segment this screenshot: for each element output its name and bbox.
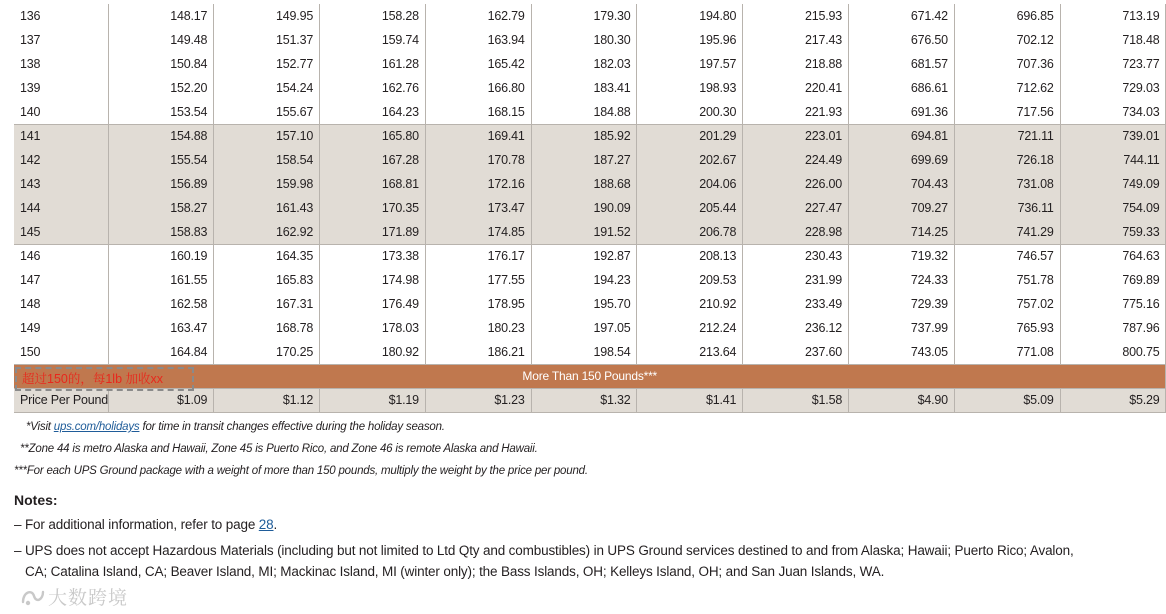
rate-cell: 191.52 (531, 220, 637, 244)
rate-cell: 195.70 (531, 292, 637, 316)
weight-cell: 147 (20, 273, 41, 287)
footnote-over-150: ***For each UPS Ground package with a weight of more than 150 pounds, multiply the weight by the price per pound. (14, 465, 588, 477)
rate-cell: 212.24 (637, 316, 743, 340)
rate-cell: 194.23 (531, 268, 637, 292)
rate-cell: 217.43 (743, 28, 849, 52)
rate-cell: 227.47 (743, 196, 849, 220)
rate-cell: 236.12 (743, 316, 849, 340)
rate-cell: 162.76 (320, 76, 426, 100)
rate-cell: 167.31 (214, 292, 320, 316)
note-1-suffix: . (273, 517, 278, 532)
rate-cell: 726.18 (954, 148, 1060, 172)
rate-cell: 186.21 (425, 340, 531, 364)
rate-cell: 204.06 (637, 172, 743, 196)
rate-cell: 718.48 (1060, 28, 1166, 52)
weight-cell: 140 (20, 104, 41, 119)
rate-cell: 168.81 (320, 172, 426, 196)
rate-cell: 169.41 (425, 124, 531, 148)
table-row (14, 100, 1166, 124)
rate-cell: 731.08 (954, 172, 1060, 196)
rate-cell: 151.37 (214, 28, 320, 52)
rate-cell: 168.15 (425, 100, 531, 124)
rate-cell: 696.85 (954, 4, 1060, 28)
rate-cell: 213.64 (637, 340, 743, 364)
price-per-pound-cell: $1.58 (743, 388, 849, 412)
note-1-prefix: – For additional information, refer to page (14, 517, 259, 532)
rate-cell: 170.35 (320, 196, 426, 220)
rate-cell: 737.99 (849, 316, 955, 340)
rate-cell: 161.28 (320, 52, 426, 76)
rate-cell: 681.57 (849, 52, 955, 76)
rate-cell: 226.00 (743, 172, 849, 196)
table-row (14, 268, 1166, 292)
rate-cell: 205.44 (637, 196, 743, 220)
page-28-link[interactable]: 28 (258, 517, 274, 532)
rate-cell: 159.74 (320, 28, 426, 52)
rate-cell: 771.08 (954, 340, 1060, 364)
rate-cell: 185.92 (531, 124, 637, 148)
rate-cell: 170.25 (214, 340, 320, 364)
rate-cell: 161.43 (214, 196, 320, 220)
weight-cell: 150 (20, 344, 41, 359)
rate-cell: 757.02 (954, 292, 1060, 316)
rate-cell: 707.36 (954, 52, 1060, 76)
rate-cell: 200.30 (637, 100, 743, 124)
weight-cell: 137 (20, 33, 41, 47)
rate-cell: 165.42 (425, 52, 531, 76)
rate-cell: 163.94 (425, 28, 531, 52)
weight-cell: 144 (14, 196, 108, 220)
table-row (14, 220, 1166, 244)
rate-cell: 741.29 (954, 220, 1060, 244)
table-row (14, 196, 1166, 220)
weight-cell: 149 (20, 321, 41, 335)
rate-cell: 164.84 (108, 340, 214, 364)
table-row (14, 76, 1166, 100)
footnote-holidays (26, 421, 445, 433)
rate-cell: 209.53 (637, 268, 743, 292)
rate-cell: 719.32 (849, 244, 955, 268)
weight-cell: 139 (20, 81, 41, 95)
rate-cell: 174.98 (320, 268, 426, 292)
rate-cell: 159.98 (214, 172, 320, 196)
rate-cell: 749.09 (1060, 172, 1166, 196)
rate-cell: 184.88 (531, 100, 637, 124)
rate-cell: 721.11 (954, 124, 1060, 148)
rate-cell: 729.39 (849, 292, 955, 316)
rate-cell: 154.88 (108, 124, 214, 148)
weight-cell: 145 (14, 220, 108, 244)
price-per-pound-cell: $1.32 (531, 388, 637, 412)
rate-cell: 183.41 (531, 76, 637, 100)
rate-cell: 233.49 (743, 292, 849, 316)
rate-cell: 197.05 (531, 316, 637, 340)
rate-cell: 174.85 (425, 220, 531, 244)
rate-cell: 187.27 (531, 148, 637, 172)
rate-cell: 163.47 (108, 316, 214, 340)
rate-cell: 177.55 (425, 268, 531, 292)
notes-title: Notes: (14, 492, 58, 508)
rate-cell: 172.16 (425, 172, 531, 196)
rate-cell: 165.80 (320, 124, 426, 148)
rate-cell: 221.93 (743, 100, 849, 124)
rate-cell: 179.30 (531, 4, 637, 28)
rate-cell: 699.69 (849, 148, 955, 172)
rate-cell: 800.75 (1060, 340, 1166, 364)
rate-cell: 152.20 (108, 76, 214, 100)
rate-cell: 671.42 (849, 4, 955, 28)
rate-cell: 148.17 (108, 4, 214, 28)
rate-cell: 173.38 (320, 244, 426, 268)
rate-cell: 702.12 (954, 28, 1060, 52)
table-row (14, 340, 1166, 364)
price-per-pound-cell: $4.90 (849, 388, 955, 412)
rate-cell: 691.36 (849, 100, 955, 124)
price-per-pound-row (14, 388, 1166, 412)
rate-cell: 173.47 (425, 196, 531, 220)
holidays-link[interactable]: ups.com/holidays (53, 421, 140, 433)
rate-cell: 160.19 (108, 244, 214, 268)
rate-cell: 198.54 (531, 340, 637, 364)
table-row (14, 172, 1166, 196)
rate-cell: 198.93 (637, 76, 743, 100)
table-row (14, 292, 1166, 316)
rate-cell: 769.89 (1060, 268, 1166, 292)
rate-cell: 676.50 (849, 28, 955, 52)
rate-cell: 744.11 (1060, 148, 1166, 172)
price-per-pound-cell: $1.09 (108, 388, 214, 412)
footnote-zones: **Zone 44 is metro Alaska and Hawaii, Zone 45 is Puerto Rico, and Zone 46 is remote Alaska and Hawaii. (20, 443, 538, 455)
rate-cell: 713.19 (1060, 4, 1166, 28)
table-row (14, 244, 1166, 268)
rate-cell: 723.77 (1060, 52, 1166, 76)
table-row (14, 316, 1166, 340)
rate-cell: 154.24 (214, 76, 320, 100)
rate-cell: 751.78 (954, 268, 1060, 292)
rate-cell: 775.16 (1060, 292, 1166, 316)
weight-cell: 138 (20, 57, 41, 71)
rate-cell: 746.57 (954, 244, 1060, 268)
weight-cell: 136 (20, 9, 41, 23)
note-additional-info (14, 514, 277, 535)
rate-cell: 157.10 (214, 124, 320, 148)
more-than-150-label: More Than 150 Pounds*** (14, 364, 1166, 388)
rate-cell: 167.28 (320, 148, 426, 172)
footnote-1-prefix: *Visit (26, 421, 54, 433)
rate-cell: 166.80 (425, 76, 531, 100)
price-per-pound-label: Price Per Pound (14, 388, 108, 412)
rate-cell: 194.80 (637, 4, 743, 28)
rate-table (14, 4, 1166, 413)
rate-cell: 218.88 (743, 52, 849, 76)
rate-cell: 717.56 (954, 100, 1060, 124)
rate-cell: 686.61 (849, 76, 955, 100)
table-row (14, 4, 1166, 28)
rows-141-145 (14, 124, 1166, 244)
rate-cell: 764.63 (1060, 244, 1166, 268)
rate-cell: 230.43 (743, 244, 849, 268)
rate-cell: 210.92 (637, 292, 743, 316)
rate-cell: 724.33 (849, 268, 955, 292)
footnote-1-suffix: for time in transit changes effective during the holiday season. (139, 421, 445, 433)
rate-cell: 164.35 (214, 244, 320, 268)
rate-cell: 739.01 (1060, 124, 1166, 148)
rate-cell: 176.49 (320, 292, 426, 316)
price-per-pound-cell: $5.09 (954, 388, 1060, 412)
rate-cell: 190.09 (531, 196, 637, 220)
weight-cell: 146 (14, 244, 108, 268)
rate-cell: 171.89 (320, 220, 426, 244)
rate-cell: 150.84 (108, 52, 214, 76)
rate-cell: 765.93 (954, 316, 1060, 340)
brand-logo-icon (20, 586, 46, 608)
rate-cell: 215.93 (743, 4, 849, 28)
rate-cell: 162.92 (214, 220, 320, 244)
rate-cell: 180.23 (425, 316, 531, 340)
rate-cell: 153.54 (108, 100, 214, 124)
watermark-text: 大数跨境 (48, 588, 129, 609)
rate-cell: 694.81 (849, 124, 955, 148)
rate-cell: 178.95 (425, 292, 531, 316)
rate-cell: 158.54 (214, 148, 320, 172)
rate-cell: 156.89 (108, 172, 214, 196)
price-per-pound-cell: $1.19 (320, 388, 426, 412)
rate-cell: 180.30 (531, 28, 637, 52)
rate-cell: 182.03 (531, 52, 637, 76)
table-row (14, 124, 1166, 148)
price-per-pound-cell: $1.23 (425, 388, 531, 412)
rate-cell: 158.28 (320, 4, 426, 28)
rate-cell: 787.96 (1060, 316, 1166, 340)
rate-cell: 223.01 (743, 124, 849, 148)
rate-cell: 168.78 (214, 316, 320, 340)
rows-146-150 (14, 244, 1166, 364)
rate-cell: 155.67 (214, 100, 320, 124)
rate-cell: 164.23 (320, 100, 426, 124)
weight-cell: 142 (14, 148, 108, 172)
rate-cell: 152.77 (214, 52, 320, 76)
rate-cell: 165.83 (214, 268, 320, 292)
rate-cell: 709.27 (849, 196, 955, 220)
rate-cell: 197.57 (637, 52, 743, 76)
rate-cell: 729.03 (1060, 76, 1166, 100)
watermark (20, 583, 128, 610)
rate-cell: 201.29 (637, 124, 743, 148)
rate-cell: 714.25 (849, 220, 955, 244)
rate-cell: 178.03 (320, 316, 426, 340)
rate-cell: 734.03 (1060, 100, 1166, 124)
weight-cell: 141 (14, 124, 108, 148)
rate-cell: 170.78 (425, 148, 531, 172)
rate-cell: 206.78 (637, 220, 743, 244)
rate-cell: 228.98 (743, 220, 849, 244)
rate-cell: 704.43 (849, 172, 955, 196)
rate-cell: 195.96 (637, 28, 743, 52)
rate-cell: 149.95 (214, 4, 320, 28)
rate-cell: 736.11 (954, 196, 1060, 220)
price-per-pound-cell: $1.41 (637, 388, 743, 412)
rate-cell: 192.87 (531, 244, 637, 268)
annotation-box: 超过150的，每1lb 加收xx (15, 367, 194, 391)
rate-cell: 180.92 (320, 340, 426, 364)
rate-cell: 158.83 (108, 220, 214, 244)
table-row (14, 28, 1166, 52)
rate-cell: 158.27 (108, 196, 214, 220)
rate-cell: 162.79 (425, 4, 531, 28)
rate-cell: 754.09 (1060, 196, 1166, 220)
rate-cell: 237.60 (743, 340, 849, 364)
table-row (14, 148, 1166, 172)
rate-cell: 176.17 (425, 244, 531, 268)
rows-136-140 (14, 4, 1166, 124)
rate-cell: 224.49 (743, 148, 849, 172)
weight-cell: 143 (14, 172, 108, 196)
rate-cell: 155.54 (108, 148, 214, 172)
rate-cell: 231.99 (743, 268, 849, 292)
rate-cell: 743.05 (849, 340, 955, 364)
weight-cell: 148 (20, 297, 41, 311)
rate-cell: 208.13 (637, 244, 743, 268)
table-row (14, 52, 1166, 76)
note-hazardous-materials: – UPS does not accept Hazardous Materials (including but not limited to Ltd Qty and combustibles) in UPS Ground services destined to and from Alaska; Hawaii; Puerto Rico; Avalon, CA; Catalina Island, CA; Beaver Island, MI; Mackinac Island, MI (winter only); the Bass Islands, OH; Kelleys Island, OH; and San Juan Islands, WA. (14, 543, 1074, 579)
price-per-pound-cell: $1.12 (214, 388, 320, 412)
rate-cell: 712.62 (954, 76, 1060, 100)
rate-cell: 220.41 (743, 76, 849, 100)
rate-cell: 149.48 (108, 28, 214, 52)
rate-cell: 161.55 (108, 268, 214, 292)
rate-cell: 759.33 (1060, 220, 1166, 244)
rate-cell: 188.68 (531, 172, 637, 196)
price-per-pound-cell: $5.29 (1060, 388, 1166, 412)
rate-cell: 162.58 (108, 292, 214, 316)
rate-cell: 202.67 (637, 148, 743, 172)
